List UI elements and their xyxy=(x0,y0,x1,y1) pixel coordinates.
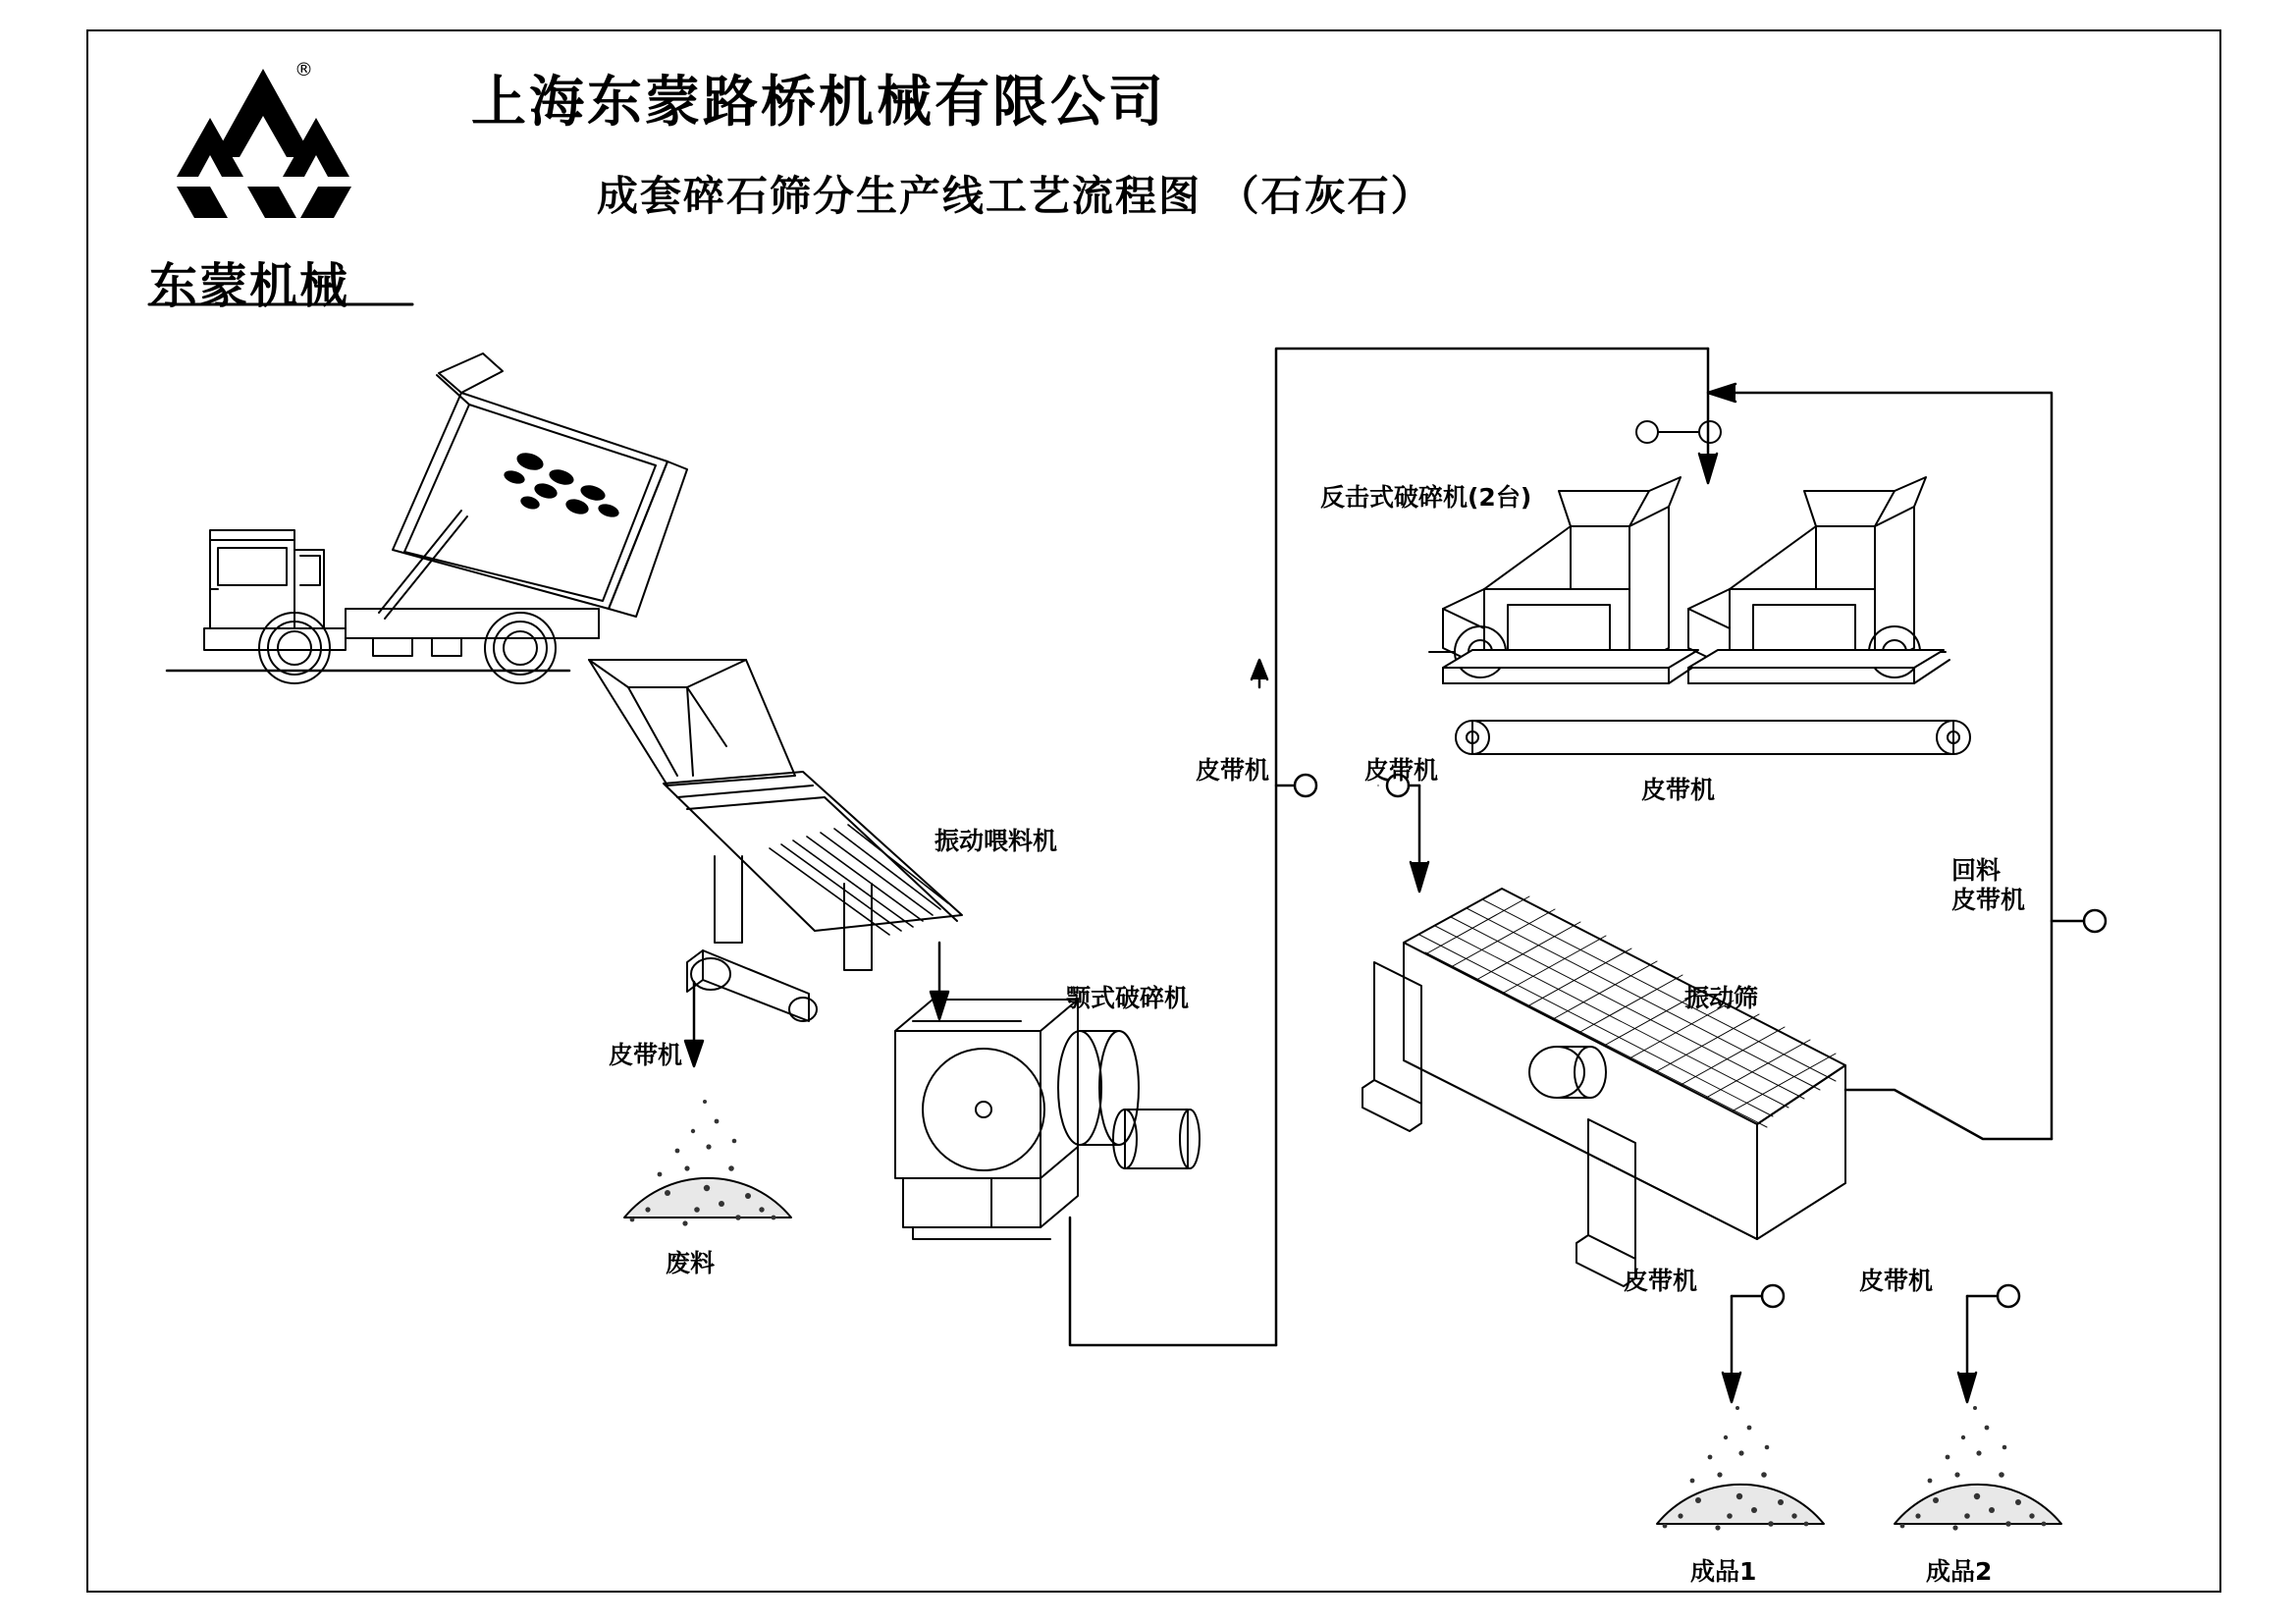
jaw-crusher xyxy=(895,1000,1200,1239)
pulley-belt-labels xyxy=(1295,775,1316,796)
label-product-1: 成品1 xyxy=(1690,1557,1757,1586)
feed-hopper xyxy=(589,660,795,785)
label-belt-conveyor-5: 皮带机 xyxy=(1859,1267,1934,1295)
label-belt-conveyor-4: 皮带机 xyxy=(1624,1267,1698,1295)
label-return-belt-line1: 回料 xyxy=(1951,856,2002,885)
label-jaw-crusher: 颚式破碎机 xyxy=(1066,984,1190,1012)
arrow-feeder-to-jaw xyxy=(931,943,948,1019)
label-product-2: 成品2 xyxy=(1926,1557,1993,1586)
label-vibrating-screen: 振动筛 xyxy=(1684,984,1759,1012)
label-return-belt-line2: 皮带机 xyxy=(1951,886,2026,914)
belt-conveyor-under-crushers xyxy=(1456,721,1970,754)
arrow-screen-to-product1 xyxy=(1723,1285,1784,1402)
label-waste: 废料 xyxy=(666,1249,716,1277)
arrow-feeder-to-waste xyxy=(685,982,703,1066)
impact-crusher-b xyxy=(1688,477,1949,683)
label-impact-crusher: 反击式破碎机(2台) xyxy=(1320,483,1532,512)
vibrating-screen xyxy=(1362,889,1845,1286)
vibrating-feeder xyxy=(664,772,962,1021)
arrow-screen-to-product2 xyxy=(1958,1285,2019,1402)
product-pile-1 xyxy=(1657,1406,1824,1531)
label-belt-conveyor-1: 皮带机 xyxy=(609,1041,683,1069)
label-belt-conveyor-3: 皮带机 xyxy=(1641,776,1716,804)
page-title: 上海东蒙路桥机械有限公司 xyxy=(471,71,1166,135)
dump-truck xyxy=(167,353,687,683)
logo-text: 东蒙机械 xyxy=(149,258,350,314)
label-vibrating-feeder: 振动喂料机 xyxy=(934,827,1058,855)
registered-trademark-symbol: ® xyxy=(294,59,313,81)
page-subtitle: 成套碎石筛分生产线工艺流程图 （石灰石） xyxy=(597,172,1434,220)
arrow-to-screen xyxy=(1366,775,1428,892)
label-belt-conveyor-2: 皮带机 xyxy=(1364,756,1439,785)
product-pile-2 xyxy=(1895,1406,2061,1531)
waste-pile xyxy=(624,1100,791,1226)
label-belt-conveyor-vertical: 皮带机 xyxy=(1196,756,1270,785)
company-logo-mark xyxy=(173,69,353,218)
